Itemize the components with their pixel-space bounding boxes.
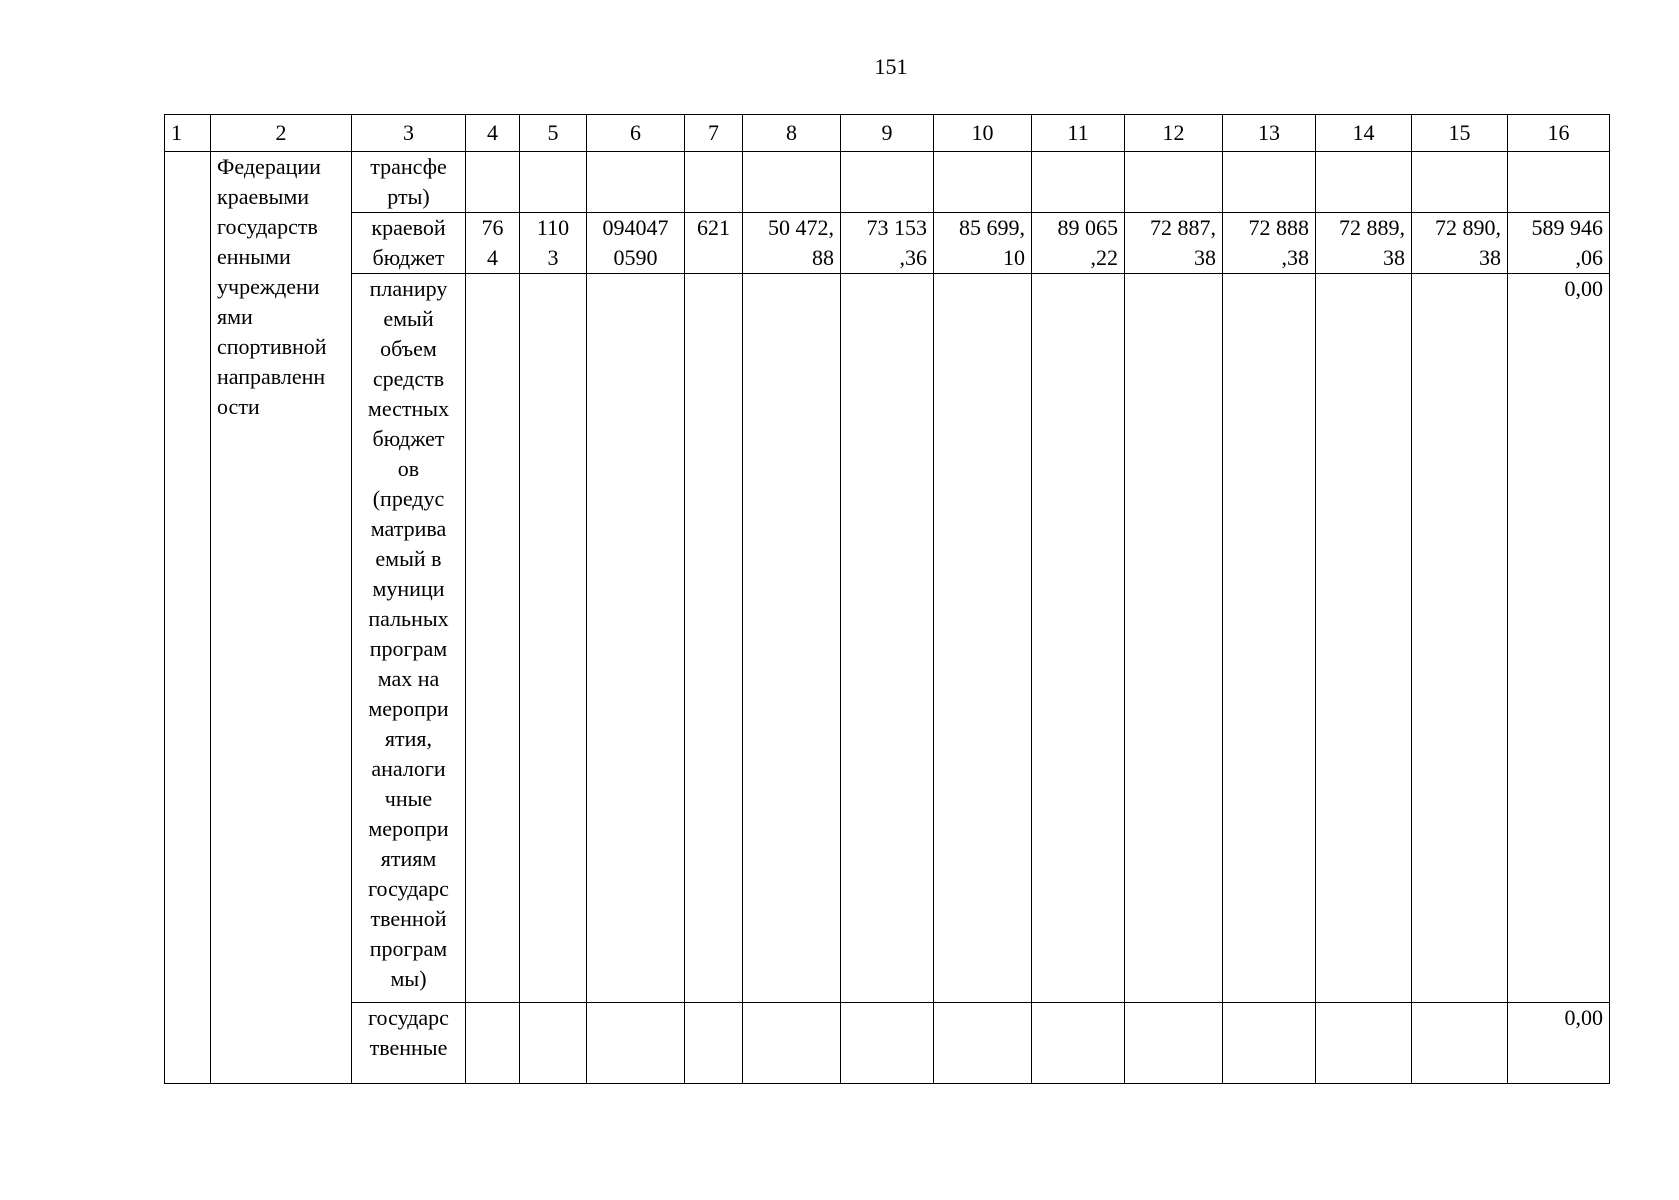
col1-cell (165, 152, 211, 1084)
value-cell (841, 152, 934, 213)
header-cell-1: 1 (165, 115, 211, 152)
header-row (165, 115, 1610, 152)
value-cell: 73 153 ,36 (841, 213, 934, 274)
value-cell (466, 1003, 520, 1084)
header-cell-11: 11 (1032, 115, 1125, 152)
value-cell (1032, 1003, 1125, 1084)
value-cell (1223, 152, 1316, 213)
value-cell: 76 4 (466, 213, 520, 274)
value-cell (934, 274, 1032, 1003)
table-row (165, 1003, 1610, 1084)
value-cell: 110 3 (520, 213, 587, 274)
funding-source-cell: краевой бюджет (352, 213, 466, 274)
value-cell (466, 152, 520, 213)
value-cell (743, 274, 841, 1003)
value-cell (685, 1003, 743, 1084)
header-cell-16: 16 (1508, 115, 1610, 152)
header-cell-14: 14 (1316, 115, 1412, 152)
value-cell (1125, 274, 1223, 1003)
value-cell (1412, 152, 1508, 213)
value-cell (685, 152, 743, 213)
value-cell: 621 (685, 213, 743, 274)
value-cell (1032, 274, 1125, 1003)
value-cell (520, 1003, 587, 1084)
value-cell (1125, 152, 1223, 213)
value-cell (587, 152, 685, 213)
value-cell (841, 274, 934, 1003)
value-cell: 0,00 (1508, 1003, 1610, 1084)
value-cell (1316, 274, 1412, 1003)
header-cell-3: 3 (352, 115, 466, 152)
header-cell-5: 5 (520, 115, 587, 152)
header-cell-9: 9 (841, 115, 934, 152)
value-cell (587, 1003, 685, 1084)
value-cell (841, 1003, 934, 1084)
header-cell-4: 4 (466, 115, 520, 152)
value-cell (1316, 1003, 1412, 1084)
value-cell (520, 152, 587, 213)
program-description-cell: Федерации краевыми государств енными учреждени ями спортивной направленн ости (211, 152, 352, 1084)
page-number: 151 (874, 54, 908, 79)
table-row (165, 152, 1610, 213)
value-cell (743, 1003, 841, 1084)
value-cell: 589 946 ,06 (1508, 213, 1610, 274)
value-cell (520, 274, 587, 1003)
value-cell (1223, 1003, 1316, 1084)
table-row (165, 213, 1610, 274)
value-cell (934, 152, 1032, 213)
value-cell (466, 274, 520, 1003)
value-cell (1412, 274, 1508, 1003)
value-cell (934, 1003, 1032, 1084)
header-cell-7: 7 (685, 115, 743, 152)
funding-source-cell: трансфе рты) (352, 152, 466, 213)
value-cell (1125, 1003, 1223, 1084)
value-cell (1412, 1003, 1508, 1084)
header-cell-13: 13 (1223, 115, 1316, 152)
value-cell: 85 699, 10 (934, 213, 1032, 274)
value-cell (685, 274, 743, 1003)
value-cell (1508, 152, 1610, 213)
header-cell-10: 10 (934, 115, 1032, 152)
value-cell: 89 065 ,22 (1032, 213, 1125, 274)
value-cell: 72 888 ,38 (1223, 213, 1316, 274)
value-cell: 72 890, 38 (1412, 213, 1508, 274)
budget-table (164, 114, 1610, 1084)
header-cell-2: 2 (211, 115, 352, 152)
value-cell (743, 152, 841, 213)
header-cell-8: 8 (743, 115, 841, 152)
header-cell-15: 15 (1412, 115, 1508, 152)
value-cell (1316, 152, 1412, 213)
value-cell (587, 274, 685, 1003)
value-cell (1032, 152, 1125, 213)
value-cell (1223, 274, 1316, 1003)
value-cell: 50 472, 88 (743, 213, 841, 274)
header-cell-12: 12 (1125, 115, 1223, 152)
funding-source-cell: государс твенные (352, 1003, 466, 1084)
value-cell: 094047 0590 (587, 213, 685, 274)
value-cell: 72 887, 38 (1125, 213, 1223, 274)
value-cell: 72 889, 38 (1316, 213, 1412, 274)
funding-source-cell: планиру емый объем средств местных бюджет ов (предус матрива емый в муници пальных програм мах на меропри ятия, аналоги чные меропри ятиям государс твенной програм мы) (352, 274, 466, 1003)
table-row (165, 274, 1610, 1003)
value-cell: 0,00 (1508, 274, 1610, 1003)
header-cell-6: 6 (587, 115, 685, 152)
